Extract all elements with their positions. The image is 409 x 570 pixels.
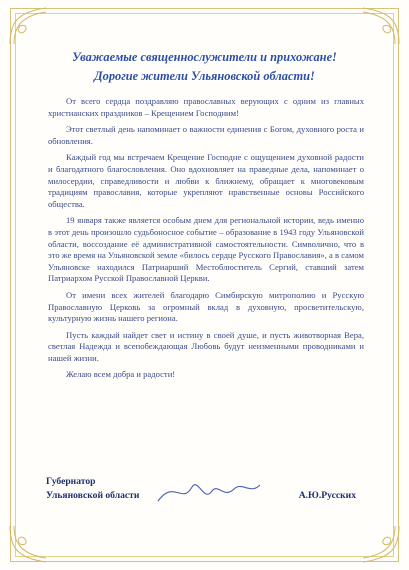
signature-position: Губернатор (46, 476, 96, 487)
salutation-line-clergy: Уважаемые священнослужители и прихожане! (72, 50, 337, 64)
corner-ornament-icon (6, 522, 50, 566)
handwritten-signature-icon (154, 477, 264, 507)
paragraph: Пусть каждый найдет свет и истину в своей душе, и пусть животворная Вера, светлая Надежда и всепобеждающая Любовь будут неизменными проводниками и нашей жизни. (48, 329, 364, 363)
signature-block (46, 475, 366, 503)
corner-ornament-icon (359, 4, 403, 48)
salutation (0, 48, 409, 86)
paragraph: От всего сердца поздравляю православных верующих с одним из главных христианских праздников – Крещением Господним! (48, 96, 364, 118)
paragraph: 19 января также является особым днем для региональной истории, ведь именно в этот день произошло судьбоносное событие – образование в 1943 году Ульяновской области, воссоздание её административной самостоятельности. Символично, что в это же время на Ульяновской земле «билось сердце Русского Православия», а в самом Ульяновске находился Патриарший Местоблюститель Сергий, ставший затем Патриархом Русской Православной Церкви. (48, 215, 364, 284)
signature-name: А.Ю.Русских (298, 490, 356, 501)
salutation-line-residents: Дорогие жители Ульяновской области! (94, 69, 315, 83)
paragraph: Желаю всем добра и радости! (66, 369, 176, 380)
paragraph: Этот светлый день напоминает о важности единения с Богом, духовного роста и обновления. (48, 124, 364, 146)
paragraph: Каждый год мы встречаем Крещение Господне с ощущением духовной радости и благодатного благословления. Оно вдохновляет на праведные дела, напоминает о милосердии, справедливости и любви к ближнему, обращает к многовековым традициям православия, которые укрепляют нравственные основы Российского общества. (48, 152, 364, 209)
signature-region: Ульяновской области (46, 490, 140, 501)
letter-body (48, 96, 364, 386)
paragraph: От имени всех жителей благодарю Симбирскую митрополию и Русскую Православную Церковь за огромный вклад в духовную, просветительскую, культурную жизнь нашего региона. (48, 289, 364, 324)
corner-ornament-icon (6, 4, 50, 48)
corner-ornament-icon (359, 522, 403, 566)
